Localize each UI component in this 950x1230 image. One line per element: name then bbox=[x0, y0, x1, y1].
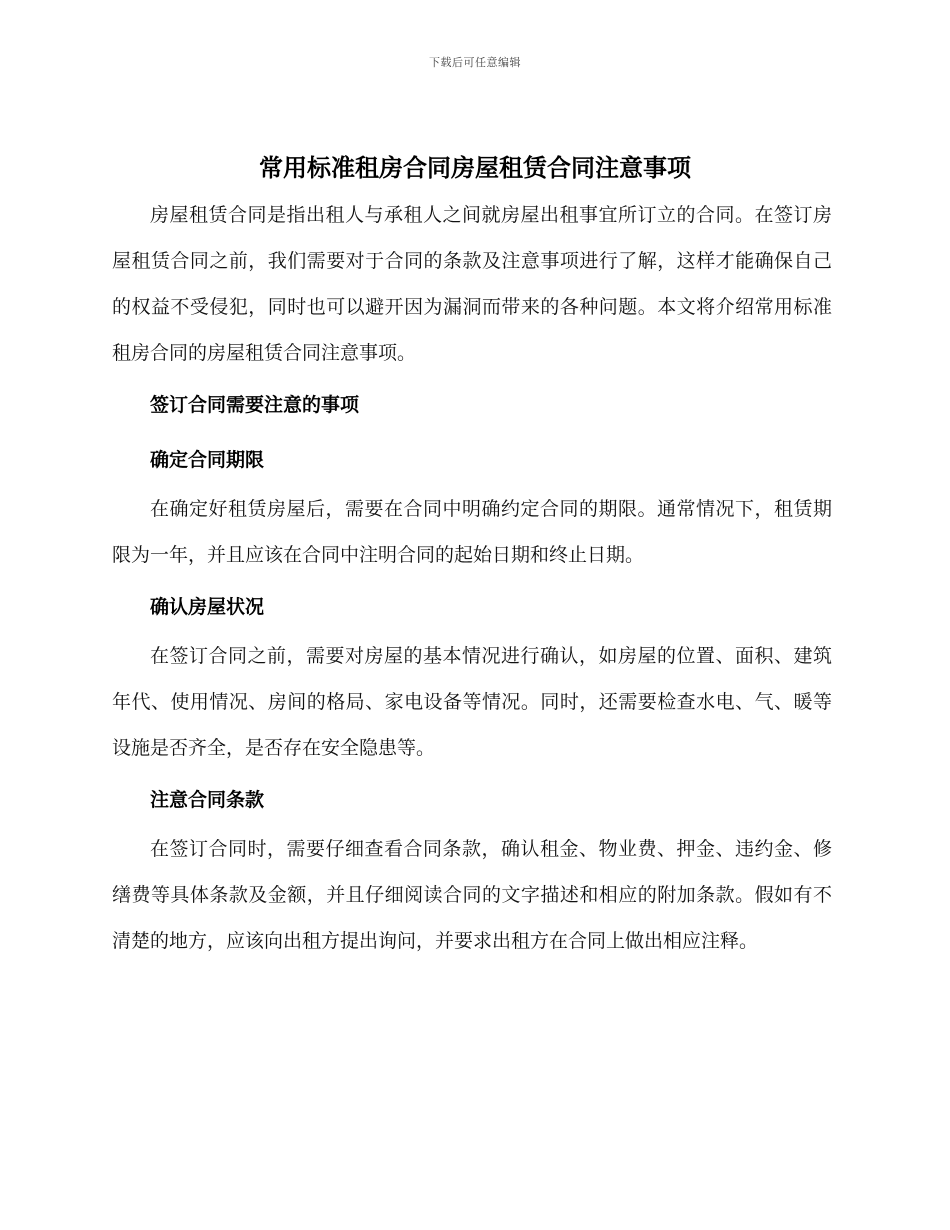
page-header-note: 下载后可任意编辑 bbox=[429, 56, 521, 69]
subsection-body-condition: 在签订合同之前，需要对房屋的基本情况进行确认，如房屋的位置、面积、建筑年代、使用情况、房间的格局、家电设备等情况。同时，还需要检查水电、气、暖等设施是否齐全，是否存在安全隐患等。 bbox=[112, 645, 832, 759]
subsection-heading-condition: 确认房屋状况 bbox=[150, 596, 265, 618]
document-title: 常用标准租房合同房屋租赁合同注意事项 bbox=[259, 154, 691, 182]
subsection-body-clauses: 在签订合同时，需要仔细查看合同条款，确认租金、物业费、押金、违约金、修缮费等具体条款及金额，并且仔细阅读合同的文字描述和相应的附加条款。假如有不清楚的地方，应该向出租方提出询问，并要求出租方在合同上做出相应注释。 bbox=[112, 838, 832, 952]
document-body bbox=[112, 192, 832, 964]
section-heading: 签订合同需要注意的事项 bbox=[150, 394, 360, 416]
subsection-heading-clauses: 注意合同条款 bbox=[150, 789, 265, 811]
subsection-heading-term: 确定合同期限 bbox=[150, 449, 265, 471]
subsection-body-term: 在确定好租赁房屋后，需要在合同中明确约定合同的期限。通常情况下，租赁期限为一年，并且应该在合同中注明合同的起始日期和终止日期。 bbox=[112, 498, 832, 566]
intro-paragraph: 房屋租赁合同是指出租人与承租人之间就房屋出租事宜所订立的合同。在签订房屋租赁合同之前，我们需要对于合同的条款及注意事项进行了解，这样才能确保自己的权益不受侵犯，同时也可以避开因为漏洞而带来的各种问题。本文将介绍常用标准租房合同的房屋租赁合同注意事项。 bbox=[112, 204, 832, 364]
